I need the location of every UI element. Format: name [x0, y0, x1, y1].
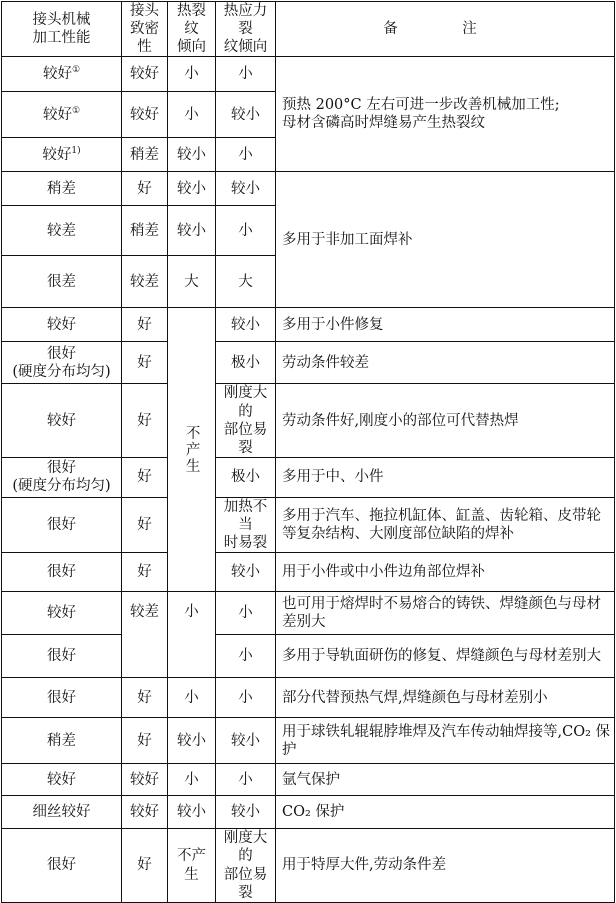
cell-stress-crack: 小 — [216, 764, 276, 796]
cell-stress-crack: 小 — [216, 635, 276, 678]
cell-density: 较好 — [122, 764, 168, 796]
cell-density: 较好 — [122, 57, 168, 92]
table-row — [2, 553, 615, 592]
header-hot-crack: 热裂纹 倾向 — [168, 2, 216, 57]
header-density: 接头 致密性 — [122, 2, 168, 57]
cell-remarks: 劳动条件好,刚度小的部位可代替热焊 — [276, 384, 615, 458]
cell-machinability: 较好 — [2, 384, 122, 458]
cell-stress-crack: 小 — [216, 592, 276, 635]
cell-stress-crack: 较小 — [216, 308, 276, 342]
cell-hot-crack: 小 — [168, 57, 216, 92]
cell-remarks: 氩气保护 — [276, 764, 615, 796]
cell-remarks: 用于球铁轧辊辊脖堆焊及汽车传动轴焊接等,CO₂ 保护 — [276, 718, 615, 764]
table-row — [2, 57, 615, 92]
cell-density: 较好 — [122, 796, 168, 829]
cell-hot-crack: 小 — [168, 764, 216, 796]
cell-density: 好 — [122, 308, 168, 342]
cell-density: 好 — [122, 384, 168, 458]
cell-density: 较好 — [122, 92, 168, 138]
table-row — [2, 172, 615, 206]
cell-machinability: 较好 — [2, 764, 122, 796]
cell-machinability: 较好$^{1)}$ — [2, 138, 122, 172]
cell-stress-crack: 较小 — [216, 92, 276, 138]
cell-hot-crack: 较小 — [168, 138, 216, 172]
cell-remarks: 用于特厚大件,劳动条件差 — [276, 829, 615, 903]
cell-machinability: 较好① — [2, 57, 122, 92]
cell-density: 好 — [122, 342, 168, 384]
cell-stress-crack: 刚度大的 部位易裂 — [216, 384, 276, 458]
cell-density: 较差 — [122, 592, 168, 678]
header-machinability: 接头机械 加工性能 — [2, 2, 122, 57]
table-row — [2, 497, 615, 552]
cell-density: 好 — [122, 553, 168, 592]
cell-machinability: 很差 — [2, 256, 122, 308]
cell-machinability: 较好① — [2, 92, 122, 138]
header-remarks: 备 注 — [276, 2, 615, 57]
cell-machinability: 稍差 — [2, 172, 122, 206]
table-row — [2, 796, 615, 829]
cell-remarks: 劳动条件较差 — [276, 342, 615, 384]
cell-machinability: 很好 — [2, 635, 122, 678]
cell-density: 稍差 — [122, 138, 168, 172]
cell-density: 好 — [122, 172, 168, 206]
table-row — [2, 635, 615, 678]
cell-machinability: 很好 (硬度分布均匀) — [2, 342, 122, 384]
table-row — [2, 457, 615, 497]
cell-machinability: 细丝较好 — [2, 796, 122, 829]
cell-stress-crack: 刚度大的 部位易裂 — [216, 829, 276, 903]
cell-stress-crack: 小 — [216, 57, 276, 92]
cell-stress-crack: 较小 — [216, 553, 276, 592]
cell-hot-crack: 较小 — [168, 172, 216, 206]
cell-stress-crack: 加热不当 时易裂 — [216, 497, 276, 552]
cell-hot-crack: 不产生 — [168, 829, 216, 903]
cell-remarks: 多用于非加工面焊补 — [276, 172, 615, 308]
cell-stress-crack: 极小 — [216, 457, 276, 497]
cell-remarks: 预热 200°C 左右可进一步改善机械加工性; 母材含磷高时焊缝易产生热裂纹 — [276, 57, 615, 172]
cell-hot-crack: 小 — [168, 92, 216, 138]
table-row — [2, 678, 615, 718]
cell-density: 好 — [122, 678, 168, 718]
cell-machinability: 较好 — [2, 308, 122, 342]
cell-density: 好 — [122, 497, 168, 552]
table-row — [2, 829, 615, 903]
cell-hot-crack: 较小 — [168, 718, 216, 764]
cell-remarks: 多用于中、小件 — [276, 457, 615, 497]
table-row — [2, 764, 615, 796]
cell-hot-crack: 大 — [168, 256, 216, 308]
cell-hot-crack: 小 — [168, 678, 216, 718]
cell-machinability: 较差 — [2, 206, 122, 256]
cell-machinability: 很好 — [2, 553, 122, 592]
property-table — [1, 1, 615, 903]
cell-hot-crack: 较小 — [168, 206, 216, 256]
cell-remarks: 多用于汽车、拖拉机缸体、缸盖、齿轮箱、皮带轮等复杂结构、大刚度部位缺陷的焊补 — [276, 497, 615, 552]
cell-stress-crack: 较小 — [216, 796, 276, 829]
cell-hot-crack: 较小 — [168, 796, 216, 829]
cell-hot-crack: 不产生 — [168, 308, 216, 592]
cell-stress-crack: 极小 — [216, 342, 276, 384]
cell-stress-crack: 小 — [216, 138, 276, 172]
header-row — [2, 2, 615, 57]
cell-remarks: 多用于导轨面研伤的修复、焊缝颜色与母材差别大 — [276, 635, 615, 678]
cell-machinability: 很好 (硬度分布均匀) — [2, 457, 122, 497]
cell-density: 好 — [122, 457, 168, 497]
cell-remarks: 也可用于熔焊时不易熔合的铸铁、焊缝颜色与母材差别大 — [276, 592, 615, 635]
cell-stress-crack: 小 — [216, 206, 276, 256]
cell-density: 较差 — [122, 256, 168, 308]
table-row — [2, 384, 615, 458]
cell-hot-crack: 小 — [168, 592, 216, 678]
table-row — [2, 342, 615, 384]
cell-remarks: CO₂ 保护 — [276, 796, 615, 829]
cell-machinability: 较好 — [2, 592, 122, 635]
cell-stress-crack: 较小 — [216, 718, 276, 764]
cell-stress-crack: 小 — [216, 678, 276, 718]
table-row — [2, 592, 615, 635]
table-row — [2, 718, 615, 764]
cell-density: 稍差 — [122, 206, 168, 256]
cell-machinability: 很好 — [2, 497, 122, 552]
cell-remarks: 多用于小件修复 — [276, 308, 615, 342]
cell-machinability: 很好 — [2, 678, 122, 718]
cell-stress-crack: 大 — [216, 256, 276, 308]
cell-density: 好 — [122, 718, 168, 764]
table-row — [2, 308, 615, 342]
cell-stress-crack: 较小 — [216, 172, 276, 206]
cell-machinability: 很好 — [2, 829, 122, 903]
cell-density: 好 — [122, 829, 168, 903]
cell-remarks: 部分代替预热气焊,焊缝颜色与母材差别小 — [276, 678, 615, 718]
header-stress-crack: 热应力裂 纹倾向 — [216, 2, 276, 57]
cell-machinability: 稍差 — [2, 718, 122, 764]
cell-remarks: 用于小件或中小件边角部位焊补 — [276, 553, 615, 592]
